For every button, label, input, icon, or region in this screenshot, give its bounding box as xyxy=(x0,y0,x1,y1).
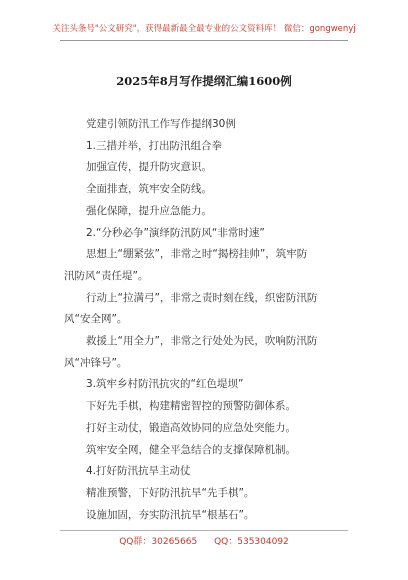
outline-line: 加强宣传，提升防灾意识。 xyxy=(86,161,212,173)
outline-heading: 2.“分秒必争”演绎防汛防风“非常时速” xyxy=(86,227,265,239)
outline-line-continued: 汛防风“责任堤”。 xyxy=(64,270,149,282)
outline-line-continued: 风“冲锋号”。 xyxy=(64,357,128,369)
outline-line: 思想上“绷紧弦”，非常之时“揭榜挂帅”，筑牢防 xyxy=(86,248,308,260)
outline-line: 救援上“用全力”，非常之行处处为民，吹响防汛防 xyxy=(86,335,318,347)
qq-group-text: QQ群：30265665 xyxy=(119,537,198,547)
outline-line: 行动上“拉满弓”，非常之责时刻在线，织密防汛防 xyxy=(86,292,318,304)
outline-heading: 3.筑牢乡村防汛抗灾的“红色堤坝” xyxy=(86,378,244,390)
outline-heading: 1.三措并举，打出防汛组合拳 xyxy=(86,140,223,152)
qq-contact-text: QQ：535304092 xyxy=(214,537,289,547)
outline-line-continued: 风“安全网”。 xyxy=(64,313,128,325)
document-title: 2025年8月写作提纲汇编1600例 xyxy=(116,74,292,88)
outline-line: 强化保障，提升应急能力。 xyxy=(86,205,212,217)
outline-line: 筑牢安全网，健全平急结合的支撑保障机制。 xyxy=(86,444,296,456)
outline-line: 全面排查，筑牢安全防线。 xyxy=(86,183,212,195)
outline-heading: 4.打好防汛抗旱主动仗 xyxy=(86,465,191,477)
outline-line: 精准预警，下好防汛抗旱“先手棋”。 xyxy=(86,487,255,499)
footer-contact xyxy=(0,534,408,547)
footer-divider xyxy=(60,530,348,531)
outline-line: 下好先手棋，构建精密智控的预警防御体系。 xyxy=(86,400,296,412)
promo-banner: 关注头条号"公文研究"，获得最新最全最专业的公文资料库！ 微信：gongwenyj xyxy=(52,24,356,34)
outline-line: 打好主动仗，锻造高效协同的应急处突能力。 xyxy=(86,422,296,434)
outline-line: 设施加固，夯实防汛抗旱“根基石”。 xyxy=(86,509,255,521)
outline-heading: 党建引领防汛工作写作提纲30例 xyxy=(86,118,236,130)
